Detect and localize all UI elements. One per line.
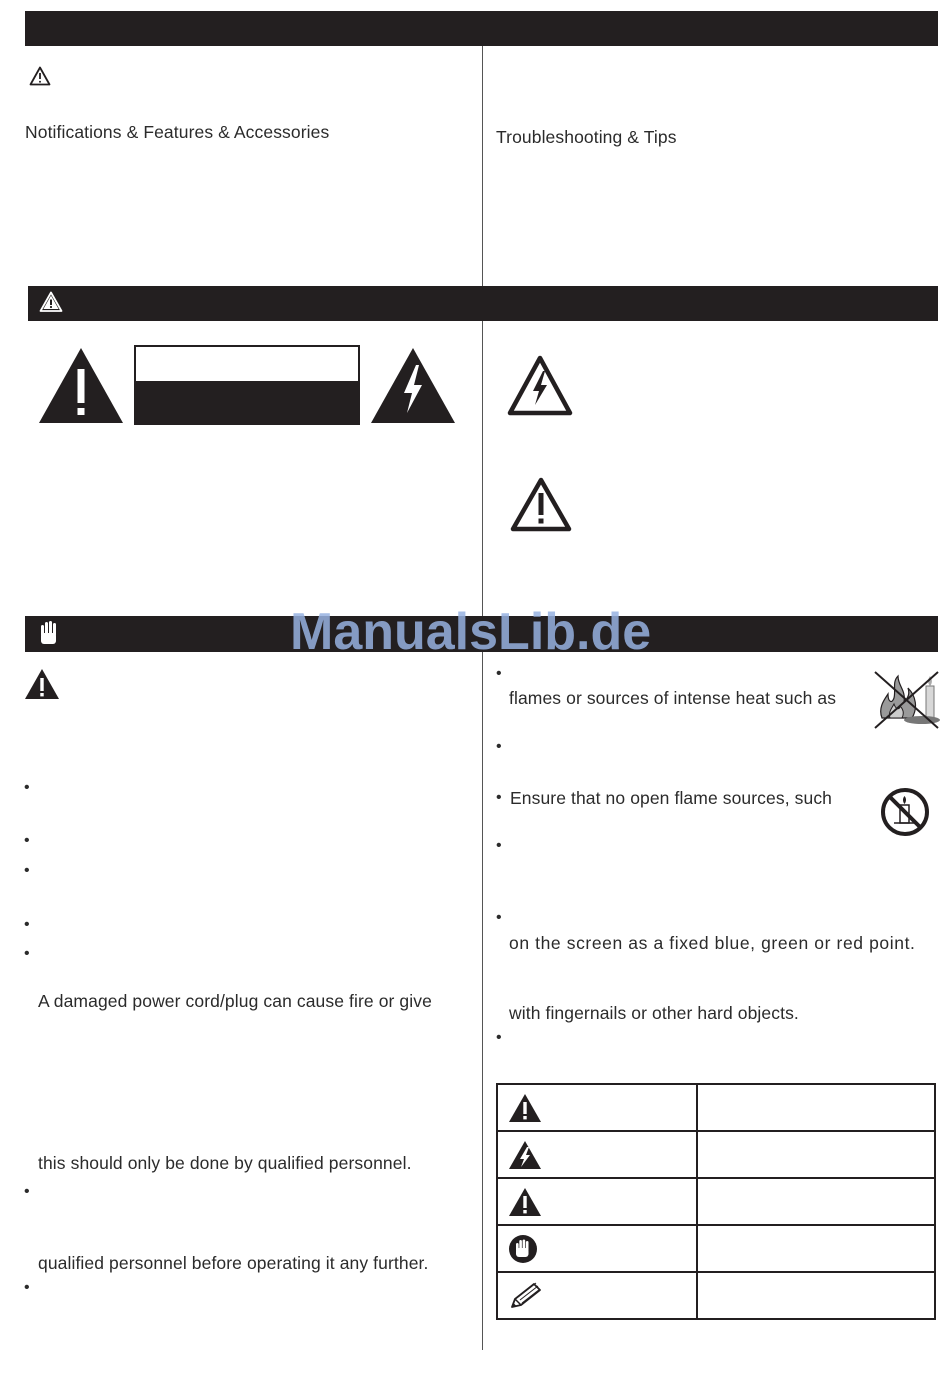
legend-desc-cell xyxy=(697,1178,935,1225)
caution-filled-icon xyxy=(508,1187,542,1217)
warning-inverted-icon xyxy=(39,291,63,313)
bullet-right-5: • xyxy=(496,909,502,926)
bullet-left-1: • xyxy=(24,779,30,796)
bullet-left-2: • xyxy=(24,832,30,849)
safety-right-text-3: on the screen as a fixed blue, green or red point. xyxy=(509,933,916,953)
safety-left-text-2: this should only be done by qualified personnel. xyxy=(38,1153,412,1173)
bullet-right-2: • xyxy=(496,738,502,755)
bullet-left-3: • xyxy=(24,862,30,879)
legend-row xyxy=(497,1131,935,1178)
legend-icon-cell xyxy=(497,1272,697,1319)
bullet-left-7: • xyxy=(24,1279,30,1296)
legend-desc-cell xyxy=(697,1272,935,1319)
legend-desc-cell xyxy=(697,1131,935,1178)
symbols-legend-table xyxy=(496,1083,936,1320)
caution-label-box xyxy=(134,345,360,425)
shock-triangle-icon xyxy=(370,347,456,424)
legend-icon-cell xyxy=(497,1131,697,1178)
warning-filled-icon xyxy=(508,1093,542,1123)
safety-right-text-4: with fingernails or other hard objects. xyxy=(509,1003,799,1023)
legend-row xyxy=(497,1272,935,1319)
bullet-right-1: • xyxy=(496,665,502,682)
bullet-right-3: • xyxy=(496,789,502,806)
safety-right-text-1: flames or sources of intense heat such as xyxy=(509,688,837,708)
shock-outline-icon xyxy=(507,355,573,417)
legend-row xyxy=(497,1225,935,1272)
pencil-icon xyxy=(508,1281,544,1311)
legend-row xyxy=(497,1178,935,1225)
lightning-filled-icon xyxy=(508,1140,542,1170)
stop-hand-circle-icon xyxy=(508,1234,538,1264)
safety-right-text-2: Ensure that no open flame sources, such xyxy=(510,788,833,808)
warning-filled-icon xyxy=(24,668,60,700)
safety-left-text-3: qualified personnel before operating it any further. xyxy=(38,1253,429,1273)
legend-icon-cell xyxy=(497,1178,697,1225)
bullet-left-4: • xyxy=(24,916,30,933)
stop-hand-icon xyxy=(38,620,60,646)
legend-icon-cell xyxy=(497,1225,697,1272)
legend-row xyxy=(497,1084,935,1131)
warning-outline-large-icon xyxy=(510,477,572,533)
bullet-right-6: • xyxy=(496,1029,502,1046)
contents-left-heading: Notifications & Features & Accessories xyxy=(25,122,330,142)
safety-info-bar xyxy=(28,286,938,321)
warning-outline-icon xyxy=(29,66,51,86)
bullet-left-6: • xyxy=(24,1183,30,1200)
watermark-text: ManualsLib.de xyxy=(290,603,652,661)
column-divider xyxy=(482,46,483,1350)
legend-icon-cell xyxy=(497,1084,697,1131)
no-open-fire-icon xyxy=(872,668,942,730)
bullet-left-5: • xyxy=(24,945,30,962)
no-candle-icon xyxy=(878,785,932,839)
contents-right-heading: Troubleshooting & Tips xyxy=(496,127,677,147)
safety-left-text-1: A damaged power cord/plug can cause fire or give xyxy=(38,991,432,1011)
caution-label-dark-band xyxy=(136,381,358,423)
bullet-right-4: • xyxy=(496,837,502,854)
caution-triangle-icon xyxy=(38,347,124,424)
legend-desc-cell xyxy=(697,1084,935,1131)
legend-desc-cell xyxy=(697,1225,935,1272)
top-header-bar xyxy=(25,11,938,46)
